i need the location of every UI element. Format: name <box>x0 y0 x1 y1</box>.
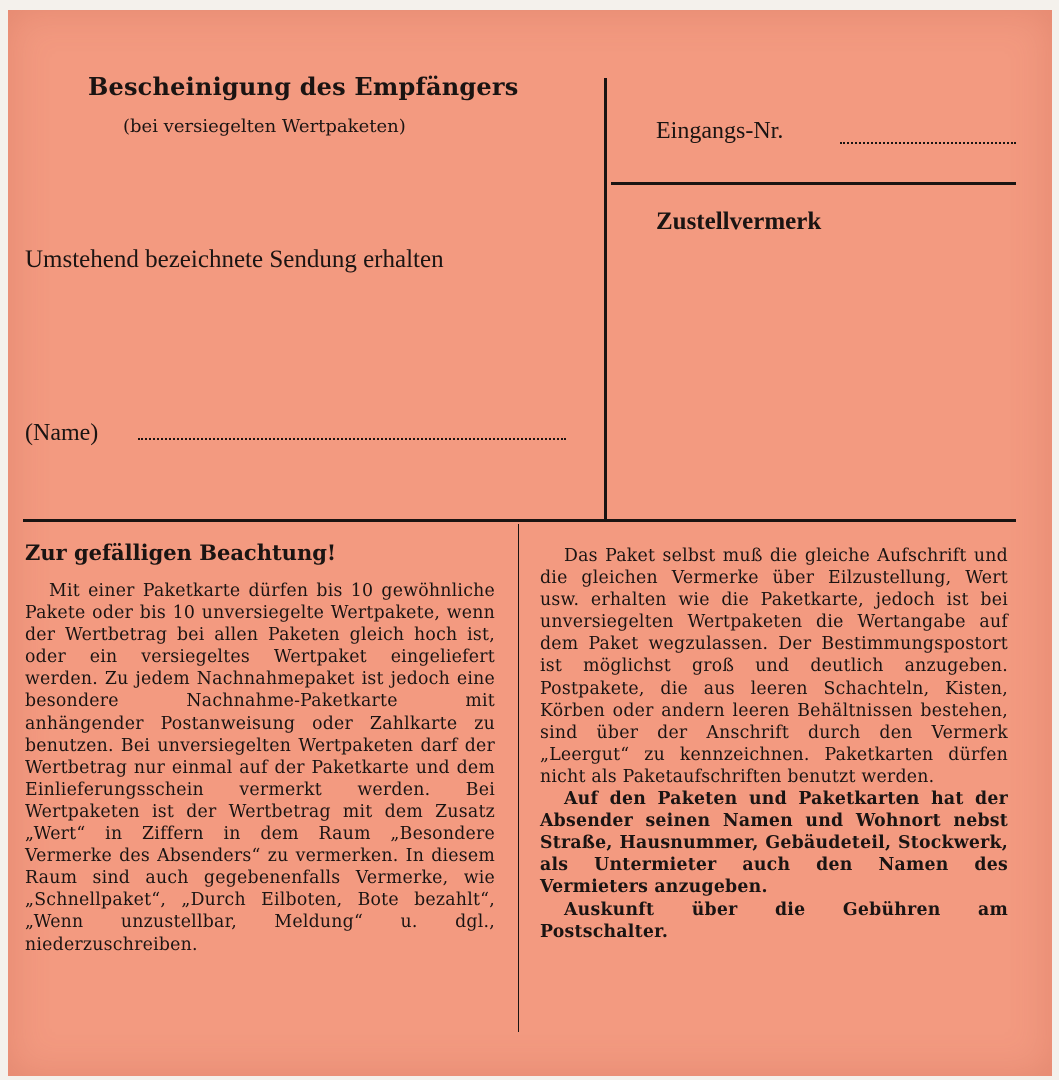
receipt-subtitle: (bei versiegelten Wertpaketen) <box>123 116 406 137</box>
top-vertical-divider <box>604 78 607 520</box>
delivery-note-label: Zustellvermerk <box>656 208 822 235</box>
notice-right-paragraph-2: Auf den Paketen und Paketkarten hat der Absender seinen Namen und Wohnort nebst Straße, Hausnummer, Gebäudeteil, Stockwerk, als Untermieter auch den Namen des Vermieters anzugeben. <box>540 789 1008 898</box>
notice-right-paragraph-1: Das Paket selbst muß die gleiche Aufschrift und die gleichen Vermerke über Eilzustellung, Wert usw. erhalten wie die Paketkarte, jedoch ist bei unversiegelten Wertpaketen die Wertangabe auf dem Paket wegzulassen. Der Bestimmungspostort ist möglichst groß und deutlich anzugeben. Postpakete, die aus leeren Schachteln, Kisten, Körben oder andern leeren Behältnissen bestehen, sind über der Anschrift durch den Vermerk „Leergut“ zu kennzeichnen. Paketkarten dürfen nicht als Paketaufschriften benutzt werden. <box>540 546 1008 787</box>
entry-number-line <box>840 142 1016 144</box>
notice-left-column <box>25 580 495 956</box>
middle-horizontal-divider <box>23 519 1016 522</box>
receipt-title: Bescheinigung des Empfängers <box>88 72 519 101</box>
name-signature-line <box>138 438 566 440</box>
bottom-vertical-divider <box>518 524 519 1032</box>
entry-number-label: Eingangs-Nr. <box>656 118 784 144</box>
notice-heading: Zur gefälligen Beachtung! <box>25 540 337 565</box>
name-label: (Name) <box>25 420 99 446</box>
notice-right-column <box>540 545 1008 943</box>
parcel-card <box>8 10 1052 1076</box>
notice-left-text: Mit einer Paketkarte dürfen bis 10 gewöhnliche Pakete oder bis 10 unversiegelte Wertpakete, wenn der Wertbetrag bei allen Paketen gleich hoch ist, oder ein versiegeltes Wertpaket eingeliefert werden. Zu jedem Nachnahmepaket ist jedoch eine besondere Nachnahme-Paketkarte mit anhängender Postanweisung oder Zahlkarte zu benutzen. Bei unversiegelten Wertpaketen darf der Wertbetrag nur einmal auf der Paketkarte und dem Einlieferungsschein vermerkt werden. Bei Wertpaketen ist der Wertbetrag mit dem Zusatz „Wert“ in Ziffern in dem Raum „Besondere Vermerke des Absenders“ zu vermerken. In diesem Raum sind auch gegebenenfalls Vermerke, wie „Schnellpaket“, „Durch Eilboten, Bote bezahlt“, „Wenn unzustellbar, Meldung“ u. dgl., niederzuschreiben. <box>25 581 495 955</box>
notice-right-paragraph-3: Auskunft über die Gebühren am Postschalter. <box>540 899 1008 942</box>
right-horizontal-divider <box>611 182 1016 185</box>
receipt-statement: Umstehend bezeichnete Sendung erhalten <box>25 246 444 273</box>
